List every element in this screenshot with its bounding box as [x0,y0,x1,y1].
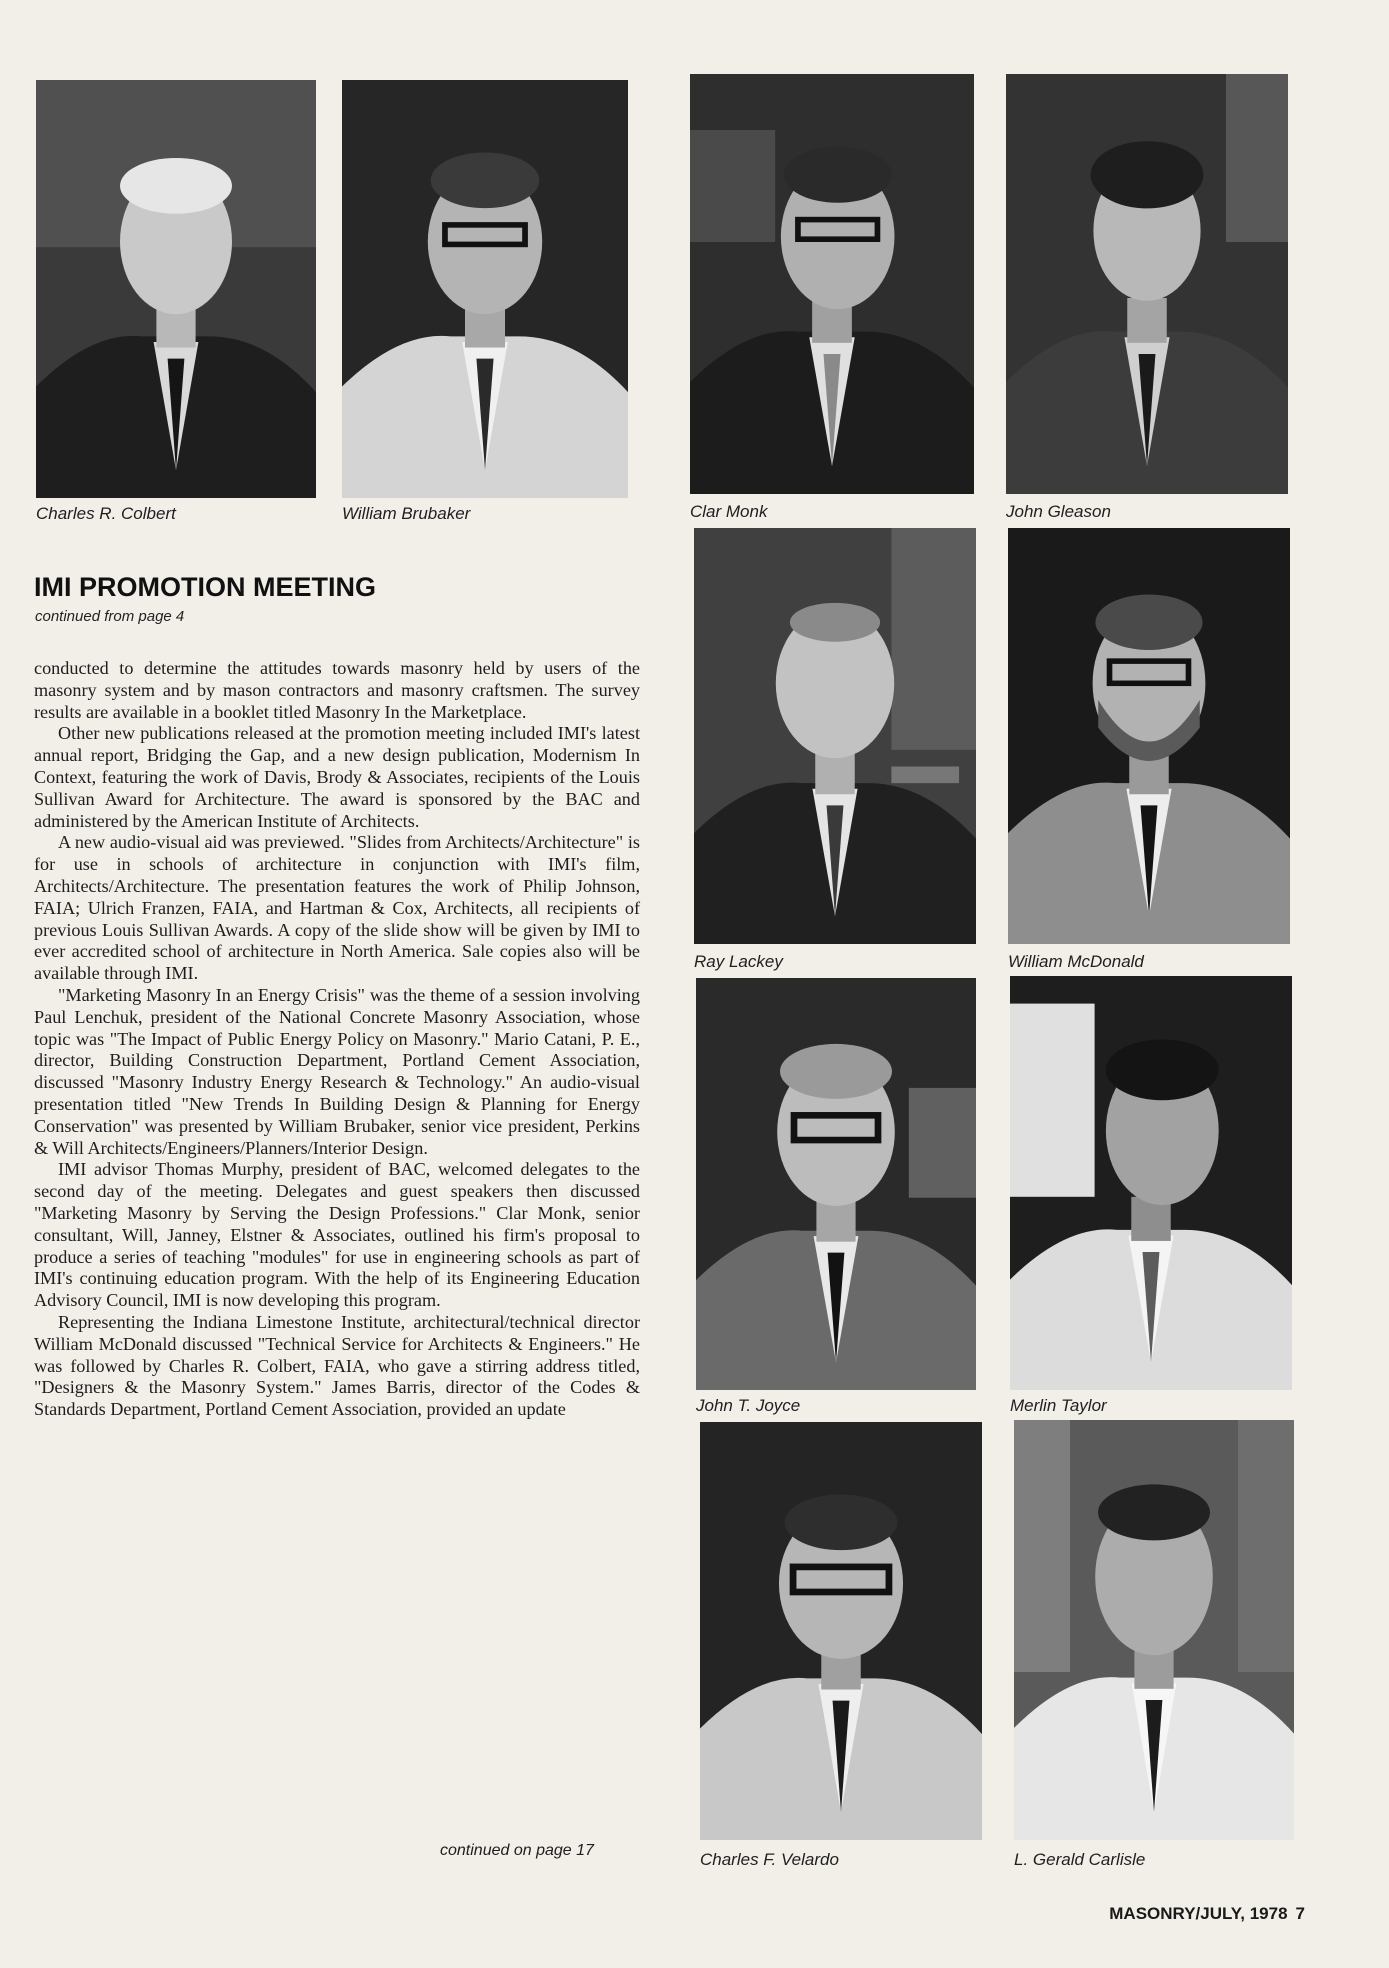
photo-caption: William Brubaker [342,504,471,523]
photo-caption: Charles F. Velardo [700,1850,839,1869]
portrait-image [700,1422,982,1840]
photo-william-brubaker [342,80,628,498]
photo-caption: Charles R. Colbert [36,504,176,523]
photo-caption: John Gleason [1006,502,1111,521]
article-paragraph: Other new publications released at the promotion meeting included IMI's latest annual report, Bridging the Gap, and a new design publication, Modernism In Context, featuring the work of Davis, Brody & Associates, recipients of the Louis Sullivan Award for Architecture. The award is sponsored by the BAC and administered by the American Institute of Architects. [34,723,640,831]
photo-william-mcdonald [1008,528,1290,944]
portrait-image [690,74,974,494]
photo-charles-r-colbert [36,80,316,498]
photo-caption: Ray Lackey [694,952,783,971]
portrait-image [1008,528,1290,944]
article-paragraph: conducted to determine the attitudes towards masonry held by users of the masonry system and by mason contractors and masonry craftsmen. The survey results are available in a booklet titled Masonry In the Marketplace. [34,658,640,722]
portrait-image [694,528,976,944]
photo-ray-lackey [694,528,976,944]
continued-note: continued on page 17 [440,1842,594,1859]
page-footer [1109,1904,1305,1924]
photo-charles-f-velardo [700,1422,982,1840]
portrait-image [36,80,316,498]
photo-clar-monk [690,74,974,494]
photo-caption: L. Gerald Carlisle [1014,1850,1146,1869]
photo-caption: Clar Monk [690,502,768,521]
portrait-image [696,978,976,1390]
photo-john-t-joyce [696,978,976,1390]
photo-l-gerald-carlisle [1014,1420,1294,1840]
portrait-image [1014,1420,1294,1840]
photo-merlin-taylor [1010,976,1292,1390]
article-headline: IMI PROMOTION MEETING [34,572,376,602]
portrait-image [342,80,628,498]
article-paragraph: Representing the Indiana Limestone Institute, architectural/technical director William McDonald discussed "Technical Service for Architects & Engineers." He was followed by Charles R. Colbert, FAIA, who gave a stirring address titled, "Designers & the Masonry System." James Barris, director of the Codes & Standards Department, Portland Cement Association, provided an update [34,1311,640,1420]
photo-caption: Merlin Taylor [1010,1396,1107,1415]
article-paragraph: IMI advisor Thomas Murphy, president of BAC, welcomed delegates to the second day of the meeting. Delegates and guest speakers then discussed "Marketing Masonry by Serving the Design Professions." Clar Monk, senior consultant, Will, Janney, Elstner & Associates, outlined his firm's proposal to produce a series of teaching "modules" for use in engineering schools as part of IMI's continuing education program. With the help of its Engineering Education Advisory Council, IMI is now developing this program. [34,1159,640,1311]
article-paragraph: "Marketing Masonry In an Energy Crisis" was the theme of a session involving Paul Lenchuk, president of the National Concrete Masonry Association, whose topic was "The Impact of Public Energy Policy on Masonry." Mario Catani, P. E., director, Building Construction Department, Portland Cement Association, discussed "Masonry Industry Energy Research & Technology." An audio-visual presentation titled "New Trends In Building Design & Planning for Energy Conservation" was presented by William Brubaker, senior vice president, Perkins & Will Architects/Engineers/Planners/Interior Design. [34,984,640,1158]
portrait-image [1006,74,1288,494]
article-subhead: continued from page 4 [35,608,185,625]
photo-caption: John T. Joyce [696,1396,801,1415]
article-paragraph: A new audio-visual aid was previewed. "Slides from Architects/Architecture" is for use in schools of architecture in conjunction with IMI's film, Architects/Architecture. The presentation features the work of Philip Johnson, FAIA; Ulrich Franzen, FAIA, and Hartman & Cox, Architects, all recipients of previous Louis Sullivan Awards. A copy of the slide show will be given by IMI to ever accredited school of architecture in North America. Sale copies also will be available through IMI. [34,832,640,984]
photo-caption: William McDonald [1008,952,1144,971]
article-body [34,658,640,1421]
page-number: 7 [1295,1904,1305,1923]
photo-john-gleason [1006,74,1288,494]
publication-line: MASONRY/JULY, 1978 [1109,1904,1288,1923]
portrait-image [1010,976,1292,1390]
